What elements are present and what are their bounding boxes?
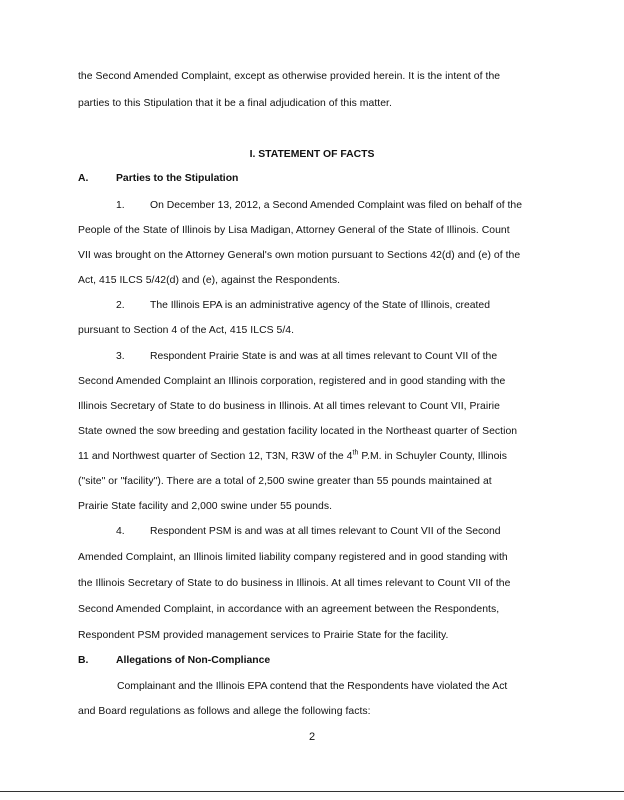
para-3-number: 3. (116, 351, 125, 362)
para-3-line: Second Amended Complaint an Illinois corporation, registered and in good standing with the (78, 376, 506, 387)
section-b-letter: B. (78, 655, 89, 666)
page-number: 2 (308, 731, 316, 743)
para-2-number: 2. (116, 300, 125, 311)
section-a-letter: A. (78, 173, 89, 184)
para-1-line: People of the State of Illinois by Lisa Madigan, Attorney General of the State of Illinois. Count (78, 225, 510, 236)
para-2-line: pursuant to Section 4 of the Act, 415 ILCS 5/4. (78, 325, 295, 336)
section-b-title: Allegations of Non-Compliance (116, 655, 271, 666)
section-a-title: Parties to the Stipulation (116, 173, 239, 184)
para-3-pm-before: 11 and Northwest quarter of Section 12, T3N, R3W of the 4 (78, 451, 353, 462)
para-3-line-pm (78, 450, 507, 463)
para-4-number: 4. (116, 526, 125, 537)
para-3-pm-after: P.M. in Schuyler County, Illinois (358, 451, 508, 462)
intro-line-2: parties to this Stipulation that it be a final adjudication of this matter. (78, 98, 392, 109)
section-heading-statement-of-facts: I. STATEMENT OF FACTS (249, 149, 375, 160)
para-1-number: 1. (116, 200, 125, 211)
para-4-line: Second Amended Complaint, in accordance with an agreement between the Respondents, (78, 604, 500, 615)
para-1-line: VII was brought on the Attorney General's own motion pursuant to Sections 42(d) and (e) of the (78, 250, 521, 261)
bottom-rule (0, 791, 624, 792)
para-4-line: Amended Complaint, an Illinois limited liability company registered and in good standing with (78, 552, 508, 563)
para-3-line: Prairie State facility and 2,000 swine under 55 pounds. (78, 501, 333, 512)
para-4-line: the Illinois Secretary of State to do business in Illinois. At all times relevant to Count VII of the (78, 578, 511, 589)
section-b-first-line: Complainant and the Illinois EPA contend that the Respondents have violated the Act (117, 681, 508, 692)
para-4-first-line: Respondent PSM is and was at all times relevant to Count VII of the Second (150, 526, 501, 537)
para-2-first-line: The Illinois EPA is an administrative agency of the State of Illinois, created (150, 300, 490, 311)
para-3-line: State owned the sow breeding and gestation facility located in the Northeast quarter of Section (78, 426, 518, 437)
para-3-first-line: Respondent Prairie State is and was at all times relevant to Count VII of the (150, 351, 498, 362)
para-3-line: Illinois Secretary of State to do business in Illinois. At all times relevant to Count VII, Prairie (78, 401, 500, 412)
para-3-line: ("site" or "facility"). There are a total of 2,500 swine greater than 55 pounds maintained at (78, 476, 492, 487)
para-4-line: Respondent PSM provided management services to Prairie State for the facility. (78, 630, 449, 641)
section-b-line: and Board regulations as follows and allege the following facts: (78, 706, 371, 717)
para-1-line: Act, 415 ILCS 5/42(d) and (e), against the Respondents. (78, 275, 341, 286)
para-3-pm-sup: th (352, 449, 359, 457)
intro-line-1: the Second Amended Complaint, except as otherwise provided herein. It is the intent of the (78, 71, 501, 82)
para-1-first-line: On December 13, 2012, a Second Amended Complaint was filed on behalf of the (150, 200, 522, 211)
